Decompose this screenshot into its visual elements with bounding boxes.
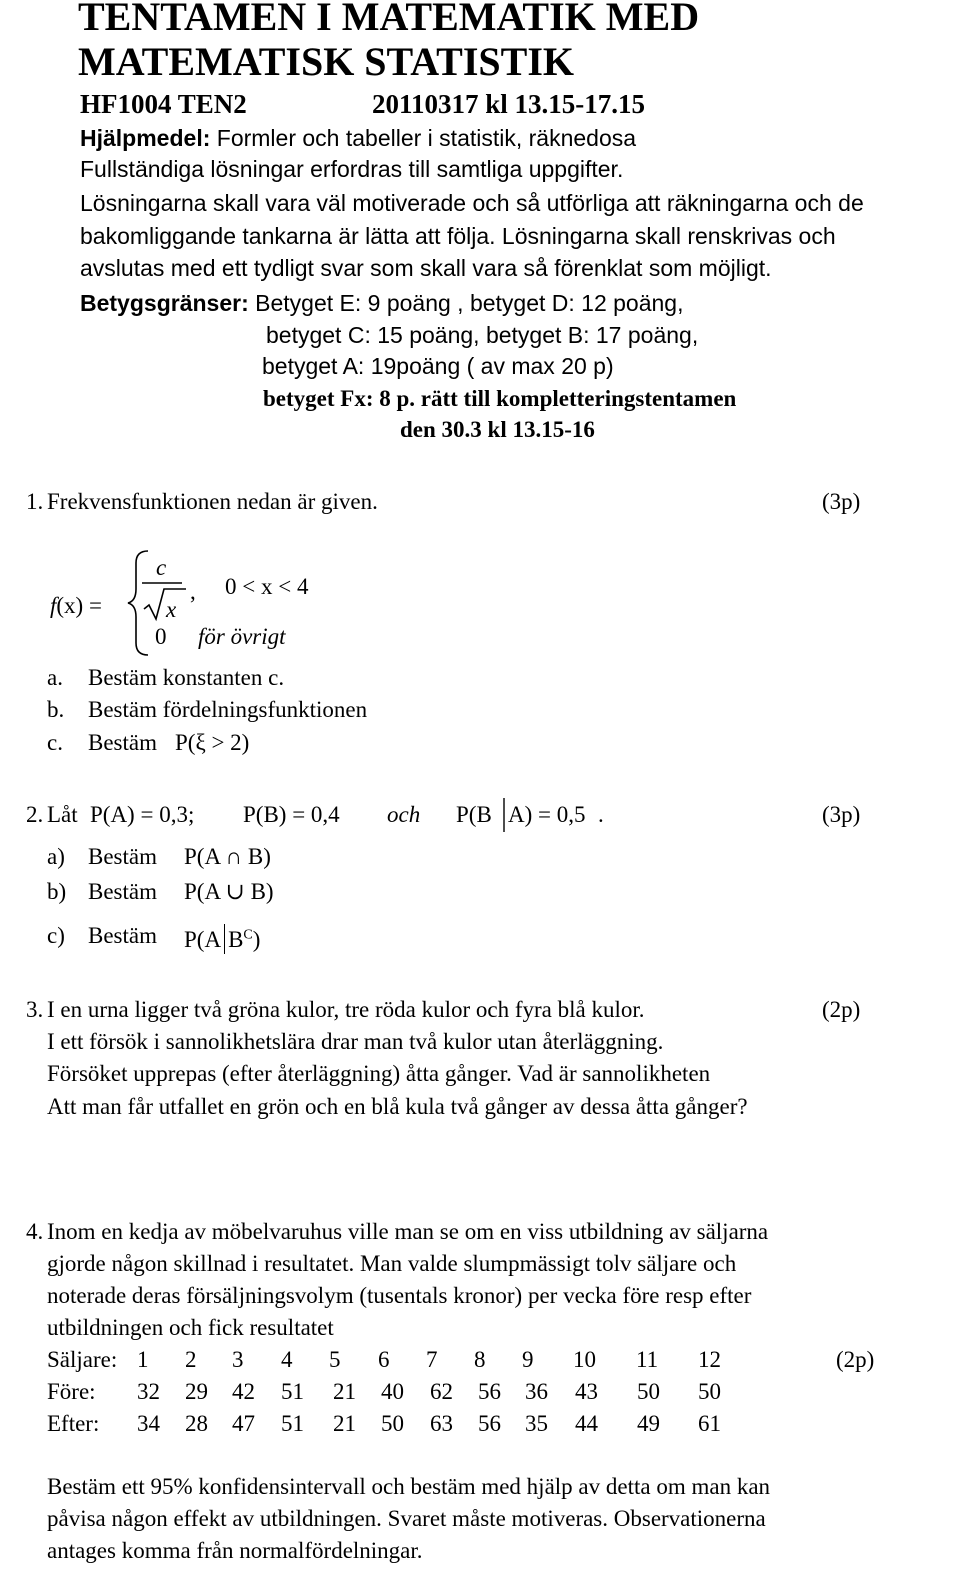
q2-expr-pb: P(B) = 0,4 — [243, 802, 340, 827]
q4-seller-cell: 6 — [378, 1347, 390, 1372]
q1-denominator-x: x — [166, 597, 177, 622]
q1a-text: Bestäm konstanten c. — [88, 665, 285, 690]
q3-number: 3. — [26, 997, 44, 1022]
q4-after-cell: 61 — [698, 1411, 721, 1436]
instruction-solutions-3: avslutas med ett tydligt svar som skall vara så förenklat som möjligt. — [80, 255, 772, 281]
q4-before-cell: 36 — [525, 1379, 548, 1404]
q4-after-cell: 50 — [381, 1411, 404, 1436]
instruction-solutions-2 — [80, 225, 836, 248]
q4-before-cell: 42 — [232, 1379, 255, 1404]
q3-line2: I ett försök i sannolikhetslära drar man två kulor utan återläggning. — [47, 1029, 664, 1054]
q4-before-cell: 32 — [137, 1379, 160, 1404]
q4-seller-cell: 10 — [573, 1347, 596, 1372]
q3-line3: Försöket upprepas (efter återläggning) åtta gånger. Vad är sannolikheten — [47, 1061, 711, 1086]
q1-f-symbol: f — [50, 593, 57, 618]
q4-conclusion-1: Bestäm ett 95% konfidensintervall och bestäm med hjälp av detta om man kan — [47, 1474, 771, 1499]
q4-before-cell: 29 — [185, 1379, 208, 1404]
q2b-text: Bestäm — [88, 879, 157, 904]
q4-seller-cell: 7 — [426, 1347, 438, 1372]
aids-line — [80, 127, 636, 150]
q1c-expression: P(ξ > 2) — [175, 730, 250, 755]
q1-numerator-c: c — [156, 555, 167, 580]
q4-before-cell: 50 — [637, 1379, 660, 1404]
q2c-expression — [184, 924, 260, 954]
course-code: HF1004 TEN2 — [80, 89, 247, 119]
q4-number: 4. — [26, 1219, 44, 1244]
q4-after-cell: 63 — [430, 1411, 453, 1436]
q4-seller-cell: 11 — [636, 1347, 659, 1372]
q4-after-cell: 49 — [637, 1411, 660, 1436]
q2-lead: Låt — [47, 802, 78, 827]
q2c-conditional-bar — [224, 924, 225, 954]
q2a-expression: P(A ∩ B) — [184, 844, 271, 869]
q1-comma: , — [190, 579, 196, 604]
q1-fraction-and-root — [142, 583, 188, 623]
grade-limits-fx-date: den 30.3 kl 13.15-16 — [400, 417, 595, 442]
q4-seller-cell: 2 — [185, 1347, 197, 1372]
grade-limits-3: betyget A: 19poäng ( av max 20 p) — [262, 353, 614, 379]
q4-before-cell: 51 — [281, 1379, 304, 1404]
grade-limits-2: betyget C: 15 poäng, betyget B: 17 poäng, — [266, 322, 699, 348]
q4-after-cell: 51 — [281, 1411, 304, 1436]
q4-seller-cell: 5 — [329, 1347, 341, 1372]
q4-after-cell: 56 — [478, 1411, 501, 1436]
q1-points: (3p) — [822, 489, 861, 514]
q1c-label: c. — [47, 730, 63, 755]
q4-line1: Inom en kedja av möbelvaruhus ville man se om en viss utbildning av säljarna — [47, 1219, 769, 1244]
q2-dot: . — [598, 802, 604, 827]
q4-row-label-sellers: Säljare: — [47, 1347, 118, 1372]
instruction-full-solutions: Fullständiga lösningar erfordras till samtliga uppgifter. — [80, 156, 624, 182]
q2c-label: c) — [47, 923, 65, 948]
q4-before-cell: 21 — [333, 1379, 356, 1404]
q1-otherwise: för övrigt — [198, 624, 286, 649]
q3-points: (2p) — [822, 997, 861, 1022]
q1b-label: b. — [47, 697, 65, 722]
instruction-solutions-2a: bakomliggande tankarna är lätta att följa. — [80, 223, 496, 249]
grade-limits-label: Betygsgränser: — [80, 290, 249, 316]
q4-seller-cell: 9 — [522, 1347, 534, 1372]
q1a-label: a. — [47, 665, 63, 690]
q4-line4: utbildningen och fick resultatet — [47, 1315, 334, 1340]
q2c-expr-part-b: B — [228, 927, 244, 952]
q4-row-label-before: Före: — [47, 1379, 96, 1404]
q2b-expression: P(A ∪ B) — [184, 879, 274, 904]
q2-expr-pa: P(A) = 0,3; — [90, 802, 195, 827]
q2b-label: b) — [47, 879, 67, 904]
q4-after-cell: 47 — [232, 1411, 255, 1436]
grade-limits-fx: betyget Fx: 8 p. rätt till kompletteringstentamen — [263, 386, 737, 411]
q3-line4: Att man får utfallet en grön och en blå kula två gånger av dessa åtta gånger? — [47, 1094, 748, 1119]
q4-points: (2p) — [836, 1347, 875, 1372]
q4-seller-cell: 12 — [698, 1347, 721, 1372]
aids-label: Hjälpmedel: — [80, 125, 211, 151]
q4-line3: noterade deras försäljningsvolym (tusentals kronor) per vecka före resp efter — [47, 1283, 752, 1308]
q2-och: och — [387, 802, 421, 827]
instruction-solutions-1: Lösningarna skall vara väl motiverade och så utförliga att räkningarna och de — [80, 190, 864, 216]
q1-f-argument: (x) = — [56, 593, 102, 618]
q4-seller-cell: 1 — [137, 1347, 149, 1372]
q1b-text: Bestäm fördelningsfunktionen — [88, 697, 368, 722]
q3-line1: I en urna ligger två gröna kulor, tre röda kulor och fyra blå kulor. — [47, 997, 645, 1022]
q2c-expr-part-c: ) — [252, 927, 261, 952]
q4-conclusion-3: antages komma från normalfördelningar. — [47, 1538, 423, 1563]
grade-limits-line1 — [80, 292, 684, 315]
q2c-expr-complement: C — [243, 927, 253, 943]
exam-date-time: 20110317 kl 13.15-17.15 — [372, 89, 646, 119]
grade-limits-1: Betyget E: 9 poäng , betyget D: 12 poäng, — [248, 290, 684, 316]
q4-seller-cell: 4 — [281, 1347, 293, 1372]
q4-row-label-after: Efter: — [47, 1411, 100, 1436]
q4-before-cell: 62 — [430, 1379, 453, 1404]
q4-before-cell: 43 — [575, 1379, 598, 1404]
instruction-solutions-2b: Lösningarna skall renskrivas och — [495, 223, 836, 249]
exam-title-line2: MATEMATISK STATISTIK — [78, 39, 575, 84]
q1-number: 1. — [26, 489, 44, 514]
q4-seller-cell: 8 — [474, 1347, 486, 1372]
q2a-label: a) — [47, 844, 65, 869]
q4-seller-cell: 3 — [232, 1347, 244, 1372]
exam-title-line1: TENTAMEN I MATEMATIK MED — [78, 0, 700, 39]
q4-after-cell: 44 — [575, 1411, 598, 1436]
q4-after-cell: 34 — [137, 1411, 160, 1436]
q2-number: 2. — [26, 802, 44, 827]
q4-after-cell: 35 — [525, 1411, 548, 1436]
aids-text: Formler och tabeller i statistik, räknedosa — [210, 125, 637, 151]
q4-before-cell: 40 — [381, 1379, 404, 1404]
q2-expr-cond-b: A) = 0,5 — [508, 802, 586, 827]
q1-text: Frekvensfunktionen nedan är given. — [47, 489, 378, 514]
q4-line2: gjorde någon skillnad i resultatet. Man valde slumpmässigt tolv säljare och — [47, 1251, 737, 1276]
q1c-text: Bestäm — [88, 730, 157, 755]
q2-points: (3p) — [822, 802, 861, 827]
q2-expr-cond-a: P(B — [456, 802, 492, 827]
q4-conclusion-2: påvisa någon effekt av utbildningen. Svaret måste motiveras. Observationerna — [47, 1506, 766, 1531]
q2-conditional-bar — [503, 798, 507, 832]
q2a-text: Bestäm — [88, 844, 157, 869]
q2c-text: Bestäm — [88, 923, 157, 948]
q1-zero: 0 — [155, 624, 167, 649]
q4-after-cell: 28 — [185, 1411, 208, 1436]
q1-f-lhs — [50, 594, 102, 617]
q4-after-cell: 21 — [333, 1411, 356, 1436]
q2c-expr-part-a: P(A — [184, 927, 222, 952]
q4-before-cell: 50 — [698, 1379, 721, 1404]
q4-before-cell: 56 — [478, 1379, 501, 1404]
q1-condition: 0 < x < 4 — [225, 574, 309, 599]
